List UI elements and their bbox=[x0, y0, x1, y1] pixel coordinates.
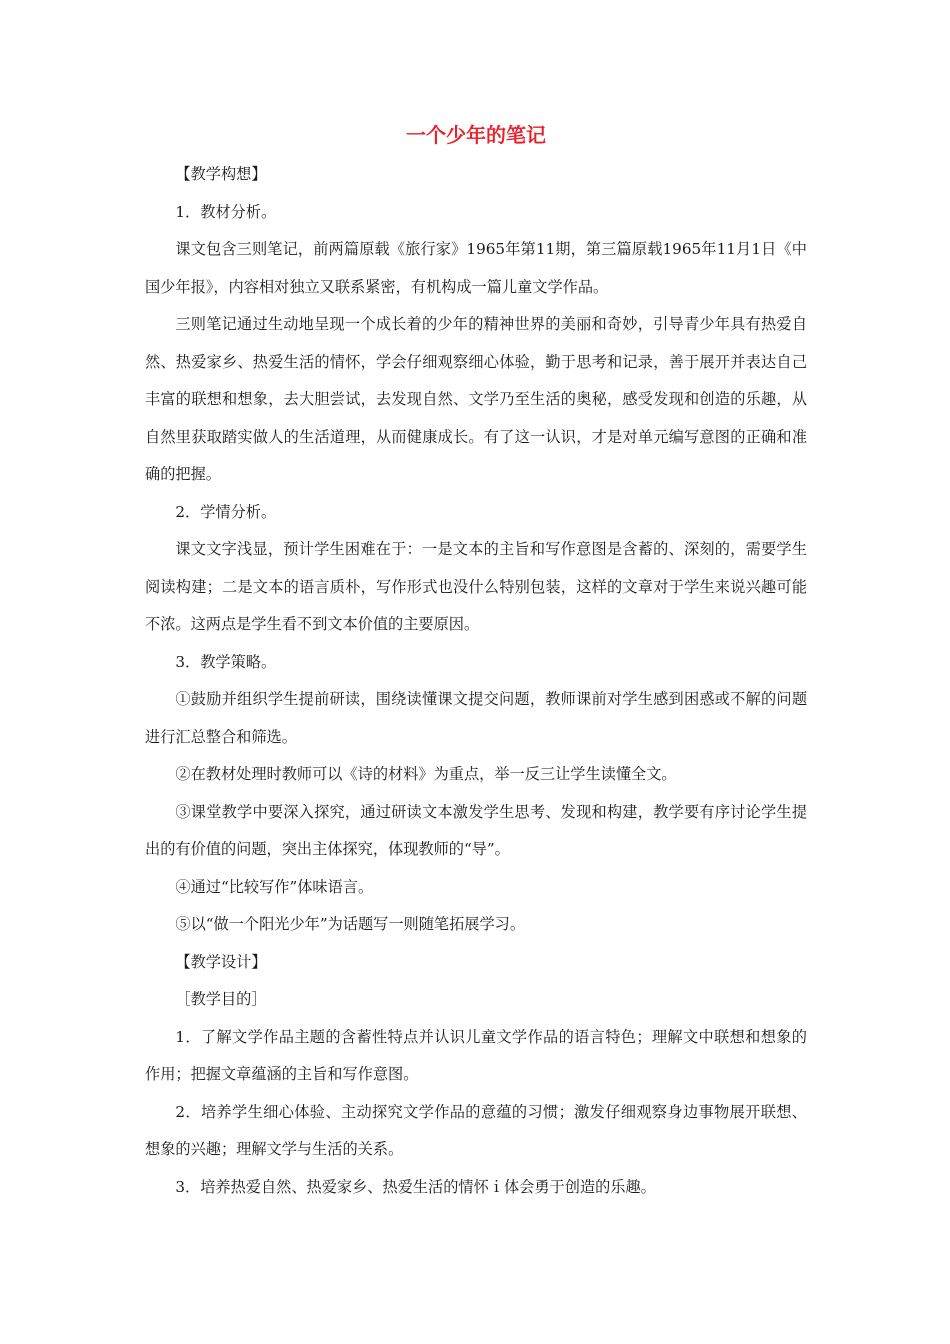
subheading-teaching-strategy: 3．教学策略。 bbox=[175, 652, 277, 671]
body-paragraph: 三则笔记通过生动地呈现一个成长着的少年的精神世界的美丽和奇妙，引导青少年具有热爱自然、热爱家乡、热爱生活的情怀，学会仔细观察细心体验，勤于思考和记录，善于展开并表达自己丰富的联想和想象，去大胆尝试，去发现自然、文学乃至生活的奥秘，感受发现和创造的乐趣，从自然里获取踏实做人的生活道理，从而健康成长。有了这一认识，才是对单元编写意图的正确和准确的把握。 bbox=[145, 315, 807, 483]
strategy-item: ③课堂教学中要深入探究，通过研读文本激发学生思考、发现和构建，教学要有序讨论学生提出的有价值的问题，突出主体探究，体现教师的“导”。 bbox=[145, 802, 807, 858]
body-paragraph: 课文文字浅显，预计学生困难在于：一是文本的主旨和写作意图是含蓄的、深刻的，需要学生阅读构建；二是文本的语言质朴，写作形式也没什么特别包装，这样的文章对于学生来说兴趣可能不浓。这两点是学生看不到文本价值的主要原因。 bbox=[145, 540, 807, 633]
subheading-teaching-goals: ［教学目的］ bbox=[175, 990, 267, 1008]
section-heading-teaching-design: 【教学设计】 bbox=[175, 952, 267, 971]
subheading-material-analysis: 1．教材分析。 bbox=[175, 202, 277, 221]
goal-item: 3．培养热爱自然、热爱家乡、热爱生活的情怀ｉ体会勇于创造的乐趣。 bbox=[175, 1177, 656, 1196]
goal-item: 1．了解文学作品主题的含蓄性特点并认识儿童文学作品的语言特色；理解文中联想和想象的作用；把握文章蕴涵的主旨和写作意图。 bbox=[145, 1027, 807, 1083]
goal-item: 2．培养学生细心体验、主动探究文学作品的意蕴的习惯；激发仔细观察身边事物展开联想、想象的兴趣；理解文学与生活的关系。 bbox=[145, 1102, 807, 1158]
strategy-item: ①鼓励并组织学生提前研读，围绕读懂课文提交问题，教师课前对学生感到困惑或不解的问题进行汇总整合和筛选。 bbox=[145, 690, 807, 746]
strategy-item: ⑤以“做一个阳光少年”为话题写一则随笔拓展学习。 bbox=[175, 915, 526, 933]
body-paragraph: 课文包含三则笔记，前两篇原载《旅行家》1965年第11期，第三篇原载1965年11月1日《中国少年报》，内容相对独立又联系紧密，有机构成一篇儿童文学作品。 bbox=[145, 240, 807, 296]
strategy-item: ②在教材处理时教师可以《诗的材料》为重点，举一反三让学生读懂全文。 bbox=[175, 765, 677, 783]
document-title: 一个少年的笔记 bbox=[406, 123, 546, 147]
strategy-item: ④通过“比较写作”体味语言。 bbox=[175, 877, 374, 896]
subheading-student-analysis: 2．学情分析。 bbox=[175, 502, 277, 521]
document-page bbox=[145, 118, 807, 1206]
section-heading-teaching-concept: 【教学构想】 bbox=[175, 165, 267, 183]
